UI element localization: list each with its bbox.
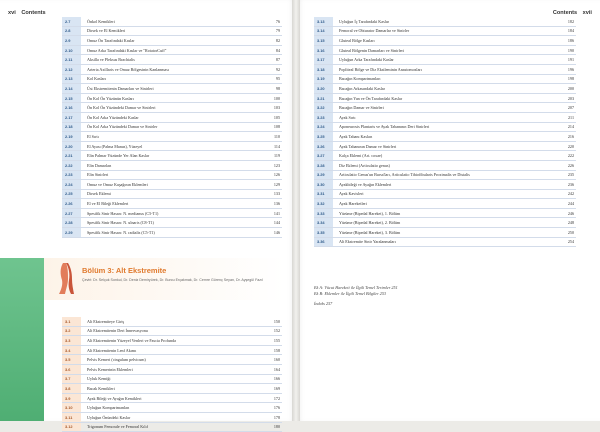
toc-entry-title: Ön Kol Ön Yüzündeki Damar ve Sinirleri	[87, 105, 156, 111]
toc-entry-number: 2.28	[62, 218, 81, 227]
toc-entry-title: Ön Kol Arka Yüzündeki Damar ve Sinirler	[87, 124, 158, 130]
toc-entry[interactable]	[62, 228, 282, 238]
toc-entry-title: Uyluğun Önündeki Kaslar	[87, 414, 131, 420]
toc-entry[interactable]	[314, 171, 576, 181]
toc-entry-title: Alt Ekstremitenin Lenf Akımı	[87, 347, 137, 353]
toc-entry-title: Ön Kol Ön Yüzünün Kasları	[87, 95, 134, 101]
toc-entry-page: 103	[273, 105, 280, 111]
toc-entry-number: 3.36	[314, 238, 333, 247]
toc-entry-number: 2.27	[62, 209, 81, 218]
toc-entry-page: 92	[275, 66, 280, 72]
toc-entry-page: 108	[273, 124, 280, 130]
toc-entry-number: 2.20	[62, 142, 81, 151]
toc-entry-title: Omuz Ön Tarafındaki Kaslar	[87, 37, 135, 43]
toc-entry-number: 3.16	[314, 46, 333, 55]
toc-entry-title: Alt Ekstremite Sinir Yaralanmaları	[339, 239, 396, 245]
toc-entry-number: 2.15	[62, 94, 81, 103]
toc-entry-title: Gluteal Bölge Kasları	[339, 37, 375, 43]
toc-entry-title: Spesifik Sinir Hasarı: N. medianus (C5-T1)	[87, 210, 159, 216]
toc-entry[interactable]	[62, 355, 282, 365]
toc-entry-number: 2.24	[62, 180, 81, 189]
toc-entry-page: 129	[273, 181, 280, 187]
toc-entry-page: 203	[567, 95, 574, 101]
toc-entry-title: Gluteal Bölgenin Damarları ve Sinirleri	[339, 47, 405, 53]
toc-entry-page: 155	[273, 337, 280, 343]
right-page-number: xvii	[582, 10, 592, 16]
toc-entry-title: El Sırtı	[87, 133, 99, 139]
toc-entry-number: 3.30	[314, 180, 333, 189]
toc-entry-title: Dirsek Eklemi	[87, 191, 111, 197]
toc-entry-title: Pelvis Kemeri (cingulum pelvicum)	[87, 357, 146, 363]
toc-entry-title: Aponeurosis Plantaris ve Ayak Tabanının Deri Sinirleri	[339, 124, 430, 130]
toc-entry[interactable]	[62, 394, 282, 404]
toc-entry-page: 110	[274, 133, 280, 139]
toc-entry-number: 3.11	[62, 413, 81, 422]
toc-entry[interactable]	[62, 403, 282, 413]
toc-entry-page: 198	[567, 76, 574, 82]
toc-entry-page: 82	[275, 37, 280, 43]
toc-entry-number: 3.13	[314, 17, 333, 26]
toc-entry[interactable]	[314, 190, 576, 200]
toc-entry-title: Arteria Axillaris ve Omuz Bölgesinin Kanlanması	[87, 66, 169, 72]
toc-entry-number: 3.5	[62, 355, 81, 364]
toc-entry-title: Bacağın Kompartmanları	[339, 76, 381, 82]
toc-entry[interactable]	[314, 27, 576, 37]
toc-entry-number: 3.19	[314, 75, 333, 84]
toc-entry-page: 141	[273, 210, 280, 216]
toc-entry-title: Spesifik Sinir Hasarı: N. radialis (C5-T1)	[87, 229, 155, 235]
toc-entry-number: 2.21	[62, 151, 81, 160]
toc-entry-title: El Ayası (Palma Manus), Yüzeyel	[87, 143, 143, 149]
left-header-title: Contents	[21, 10, 46, 16]
toc-entry-page: 216	[567, 133, 574, 139]
toc-entry-number: 2.18	[62, 123, 81, 132]
toc-entry[interactable]	[62, 171, 282, 181]
toc-entry[interactable]	[314, 65, 576, 75]
toc-entry-number: 2.8	[62, 27, 81, 36]
toc-entry[interactable]	[62, 209, 282, 219]
toc-entry-title: Bacağın Yan ve Ön Tarafındaki Kaslar	[339, 95, 403, 101]
toc-entry-title: Bacağın Damar ve Sinirleri	[339, 105, 384, 111]
toc-entry-title: Bacak Kemikleri	[87, 385, 115, 391]
toc-entry[interactable]	[314, 161, 576, 171]
toc-entry-number: 2.10	[62, 46, 81, 55]
toc-entry[interactable]	[62, 94, 282, 104]
toc-entry-title: El ve El Bileği Eklemleri	[87, 201, 129, 207]
toc-entry[interactable]	[314, 75, 576, 85]
toc-entry[interactable]	[62, 336, 282, 346]
toc-entry-page: 242	[567, 191, 574, 197]
toc-entry-page: 95	[275, 76, 280, 82]
appendix-b: Ek B: Eklemler ile İlgili Temel Bilgiler 253	[314, 291, 387, 296]
toc-entry-number: 3.2	[62, 327, 81, 336]
toc-entry-page: 114	[274, 143, 280, 149]
toc-entry-number: 3.12	[62, 423, 81, 432]
toc-entry-title: Trigonum Femorale ve Femoral Kılıf	[87, 424, 149, 430]
toc-entry-number: 2.9	[62, 36, 81, 45]
section-color-bar	[0, 258, 44, 421]
toc-entry-page: 144	[273, 220, 280, 226]
toc-entry-title: Uyluğun Arka Tarafındaki Kaslar	[339, 57, 394, 63]
left-page-header	[8, 10, 46, 16]
toc-entry[interactable]	[314, 142, 576, 152]
toc-entry-page: 176	[273, 405, 280, 411]
toc-entry-title: Ayak Tabanı Kasları	[339, 133, 373, 139]
toc-entry-title: Diz Eklemi (Articulatio genus)	[339, 162, 390, 168]
toc-entry-page: 160	[273, 357, 280, 363]
toc-entry-number: 2.16	[62, 103, 81, 112]
toc-entry-title: Üst Ekstremitenin Damarları ve Sinirleri	[87, 85, 154, 91]
toc-entry-title: Elin Sinirleri	[87, 172, 109, 178]
toc-entry-number: 2.19	[62, 132, 81, 141]
toc-entry-title: Ayak Tabanının Damar ve Sinirleri	[339, 143, 397, 149]
section-banner	[44, 258, 284, 300]
toc-entry[interactable]	[62, 55, 282, 65]
toc-entry-title: Yürüme (Bipedal Hareket), 1. Bölüm	[339, 210, 401, 216]
toc-entry-title: Yürüme (Bipedal Hareket), 3. Bölüm	[339, 229, 401, 235]
book-gutter	[292, 0, 300, 421]
toc-entry-title: Bacağın Arkasındaki Kaslar	[339, 85, 385, 91]
toc-entry[interactable]	[314, 113, 576, 123]
toc-entry-title: Elin Damarları	[87, 162, 112, 168]
toc-entry-number: 3.21	[314, 94, 333, 103]
toc-entry-number: 2.7	[62, 17, 81, 26]
toc-entry[interactable]	[62, 346, 282, 356]
toc-entry[interactable]	[62, 113, 282, 123]
toc-entry[interactable]	[62, 75, 282, 85]
toc-entry-page: 98	[275, 85, 280, 91]
toc-entry-title: Önkol Kemikleri	[87, 18, 115, 24]
toc-entry-number: 3.31	[314, 190, 333, 199]
toc-entry-page: 150	[273, 318, 280, 324]
toc-entry[interactable]	[62, 151, 282, 161]
toc-entry[interactable]	[314, 228, 576, 238]
toc-entry-number: 2.14	[62, 84, 81, 93]
toc-entry-page: 133	[273, 191, 280, 197]
toc-entry-title: Femoral ve Obturator Damarlar ve Sinirler	[339, 28, 410, 34]
toc-entry-page: 184	[567, 28, 574, 34]
toc-entry-page: 126	[273, 172, 280, 178]
toc-entry-number: 3.25	[314, 132, 333, 141]
toc-entry[interactable]	[62, 84, 282, 94]
toc-entry-number: 2.22	[62, 161, 81, 170]
toc-entry-page: 214	[567, 124, 574, 130]
toc-entry[interactable]	[314, 46, 576, 56]
toc-entry-number: 3.14	[314, 27, 333, 36]
right-page-header	[553, 10, 592, 16]
toc-entry-page: 250	[567, 229, 574, 235]
right-header-title: Contents	[552, 10, 578, 16]
toc-entry-number: 3.7	[62, 375, 81, 384]
toc-entry[interactable]	[314, 55, 576, 65]
toc-entry-number: 2.23	[62, 171, 81, 180]
toc-entry[interactable]	[62, 327, 282, 337]
toc-entry[interactable]	[314, 84, 576, 94]
appendix-notes	[314, 285, 514, 307]
toc-entry-page: 172	[273, 395, 280, 401]
toc-entry-title: Pelvis Kemerinin Eklemleri	[87, 366, 133, 372]
toc-entry-title: Dirsek ve El Kemikleri	[87, 28, 126, 34]
toc-entry[interactable]	[62, 65, 282, 75]
left-page-number: xvi	[8, 10, 16, 16]
toc-entry-page: 248	[567, 220, 574, 226]
toc-entry-title: Alt Ekstremitenin Yüzeyel Venleri ve Fascia Profunda	[87, 337, 176, 343]
toc-entry-page: 235	[567, 172, 574, 178]
toc-entry-title: Uyluğun Kompartmanları	[87, 405, 130, 411]
toc-entry-page: 211	[568, 114, 574, 120]
toc-entry[interactable]	[314, 36, 576, 46]
toc-entry-page: 100	[273, 95, 280, 101]
toc-entry-page: 200	[567, 85, 574, 91]
toc-entry-number: 3.1	[62, 317, 81, 326]
toc-entry-page: 196	[567, 66, 574, 72]
toc-entry-title: Ayakbileği ve Ayağın Eklemleri	[339, 181, 392, 187]
toc-entry-title: Uyluk Kemiği	[87, 376, 111, 382]
toc-entry[interactable]	[62, 375, 282, 385]
left-page	[0, 0, 296, 430]
toc-entry[interactable]	[62, 103, 282, 113]
toc-entry-title: Alt Ekstremitenin Deri İnnervasyonu	[87, 328, 148, 334]
toc-entry[interactable]	[314, 238, 576, 248]
toc-entry-number: 3.4	[62, 346, 81, 355]
toc-entry-title: Spesifik Sinir Hasarı: N. ulnaris (C8-T1)	[87, 220, 154, 226]
toc-right-list	[314, 17, 576, 247]
toc-entry-page: 236	[567, 181, 574, 187]
toc-entry[interactable]	[314, 123, 576, 133]
toc-entry-number: 3.35	[314, 228, 333, 237]
toc-entry[interactable]	[62, 365, 282, 375]
toc-entry-page: 84	[275, 47, 280, 53]
toc-entry[interactable]	[314, 218, 576, 228]
toc-entry-number: 3.8	[62, 384, 81, 393]
toc-entry-number: 3.34	[314, 218, 333, 227]
toc-entry-title: Ayak Hareketleri	[339, 201, 367, 207]
appendix-a: Ek A: Vücut Hareketi ile İlgili Temel Terimler 251	[314, 285, 398, 290]
toc-entry[interactable]	[62, 218, 282, 228]
toc-entry-number: 3.29	[314, 171, 333, 180]
toc-entry[interactable]	[62, 423, 282, 432]
toc-entry[interactable]	[62, 161, 282, 171]
toc-entry-title: Ayak Kavisleri	[339, 191, 364, 197]
toc-entry-page: 220	[567, 143, 574, 149]
toc-entry[interactable]	[314, 209, 576, 219]
toc-entry[interactable]	[62, 180, 282, 190]
toc-entry-number: 3.17	[314, 55, 333, 64]
toc-entry[interactable]	[62, 123, 282, 133]
toc-entry-number: 3.27	[314, 151, 333, 160]
toc-entry-number: 3.18	[314, 65, 333, 74]
toc-entry[interactable]	[314, 151, 576, 161]
toc-entry-number: 3.20	[314, 84, 333, 93]
toc-entry[interactable]	[62, 132, 282, 142]
toc-entry[interactable]	[62, 36, 282, 46]
toc-entry-page: 222	[567, 153, 574, 159]
toc-entry[interactable]	[62, 317, 282, 327]
toc-entry-number: 3.9	[62, 394, 81, 403]
toc-entry[interactable]	[62, 384, 282, 394]
toc-entry[interactable]	[314, 180, 576, 190]
toc-entry-number: 3.15	[314, 36, 333, 45]
toc-entry[interactable]	[62, 27, 282, 37]
toc-entry-page: 182	[567, 18, 574, 24]
toc-entry[interactable]	[314, 103, 576, 113]
toc-entry-number: 3.6	[62, 365, 81, 374]
toc-entry-title: Kol Kasları	[87, 76, 106, 82]
toc-entry-number: 3.3	[62, 336, 81, 345]
toc-entry-title: Omuz Arka Tarafındaki Kaslar ve "RotatorCuff"	[87, 47, 167, 53]
toc-entry-title: Articulatio Genus'un Bursa'ları, Articulatio Tibiofibularis Proximalis ve Distalis	[339, 172, 470, 178]
toc-entry-title: Ayak Sırtı	[339, 114, 356, 120]
toc-entry-page: 178	[273, 414, 280, 420]
toc-entry-page: 152	[273, 328, 280, 334]
toc-left-section3-list	[62, 317, 282, 432]
toc-entry-title: Alt Ekstremiteye Giriş	[87, 318, 125, 324]
toc-entry-page: 166	[273, 376, 280, 382]
toc-entry-page: 87	[275, 57, 280, 63]
toc-entry-number: 2.25	[62, 190, 81, 199]
toc-entry[interactable]	[314, 17, 576, 27]
right-page	[296, 0, 600, 421]
toc-entry-number: 2.26	[62, 199, 81, 208]
toc-entry-number: 2.11	[62, 55, 81, 64]
toc-entry[interactable]	[62, 17, 282, 27]
toc-entry-number: 3.23	[314, 113, 333, 122]
toc-entry[interactable]	[62, 413, 282, 423]
toc-left-list	[62, 17, 282, 238]
toc-entry-number: 2.29	[62, 228, 81, 237]
toc-entry-number: 3.22	[314, 103, 333, 112]
leg-illustration-icon	[54, 262, 78, 296]
toc-entry-page: 146	[273, 229, 280, 235]
toc-entry-number: 3.10	[62, 403, 81, 412]
toc-entry-page: 254	[567, 239, 574, 245]
toc-entry[interactable]	[62, 46, 282, 56]
toc-entry-page: 105	[273, 114, 280, 120]
index-entry: İndeks 257	[314, 301, 333, 306]
toc-entry-page: 226	[567, 162, 574, 168]
toc-entry-page: 246	[567, 210, 574, 216]
toc-entry-title: Yürüme (Bipedal Hareket), 2. Bölüm	[339, 220, 401, 226]
toc-entry-number: 3.28	[314, 161, 333, 170]
toc-entry[interactable]	[314, 199, 576, 209]
section-title: Bölüm 3: Alt Ekstremite	[82, 266, 167, 275]
toc-entry-title: Aksilla ve Pleksus Brachialis	[87, 57, 135, 63]
toc-entry-page: 190	[567, 47, 574, 53]
toc-entry-number: 3.26	[314, 142, 333, 151]
section-editors: Çeviri: Dr. Selçuk Sonkul, Dr. Deniz Demiryürek, Dr. Burcu Erçakmak, Dr. Cemre Gürenç Seyan, Dr. Ayşegül Fazıl	[82, 278, 263, 282]
toc-entry-title: Ön Kol Arka Yüzündeki Kaslar	[87, 114, 139, 120]
toc-entry-page: 123	[273, 162, 280, 168]
toc-entry-page: 119	[274, 153, 280, 159]
toc-entry-title: Omuz ve Omuz Kuşağının Eklemleri	[87, 181, 148, 187]
toc-entry-number: 3.32	[314, 199, 333, 208]
toc-entry[interactable]	[62, 190, 282, 200]
toc-entry-page: 186	[567, 37, 574, 43]
toc-entry-page: 169	[273, 385, 280, 391]
toc-entry-number: 2.13	[62, 75, 81, 84]
toc-entry-page: 191	[567, 57, 574, 63]
toc-entry-page: 136	[273, 201, 280, 207]
toc-entry-title: Uyluğun İç Tarafındaki Kaslar	[339, 18, 389, 24]
toc-entry-number: 3.24	[314, 123, 333, 132]
toc-entry-page: 207	[567, 105, 574, 111]
toc-entry-page: 244	[567, 201, 574, 207]
toc-entry-number: 2.17	[62, 113, 81, 122]
toc-entry-title: Kalça Eklemi (Art. coxae)	[339, 153, 383, 159]
toc-entry-title: Popliteal Bölge ve Diz Ekstleminin Anastomozları	[339, 66, 422, 72]
toc-entry-page: 76	[275, 18, 280, 24]
toc-entry-number: 2.12	[62, 65, 81, 74]
toc-entry-title: Elin Palmar Yüzünde Yer Alan Kaslar	[87, 153, 150, 159]
toc-entry-page: 180	[273, 424, 280, 430]
toc-entry-page: 158	[273, 347, 280, 353]
toc-entry-number: 3.33	[314, 209, 333, 218]
toc-entry[interactable]	[62, 142, 282, 152]
toc-entry-page: 79	[275, 28, 280, 34]
toc-entry[interactable]	[314, 132, 576, 142]
toc-entry[interactable]	[62, 199, 282, 209]
toc-entry-title: Ayak Bileği ve Ayağın Kemikleri	[87, 395, 142, 401]
toc-entry[interactable]	[314, 94, 576, 104]
toc-entry-page: 164	[273, 366, 280, 372]
